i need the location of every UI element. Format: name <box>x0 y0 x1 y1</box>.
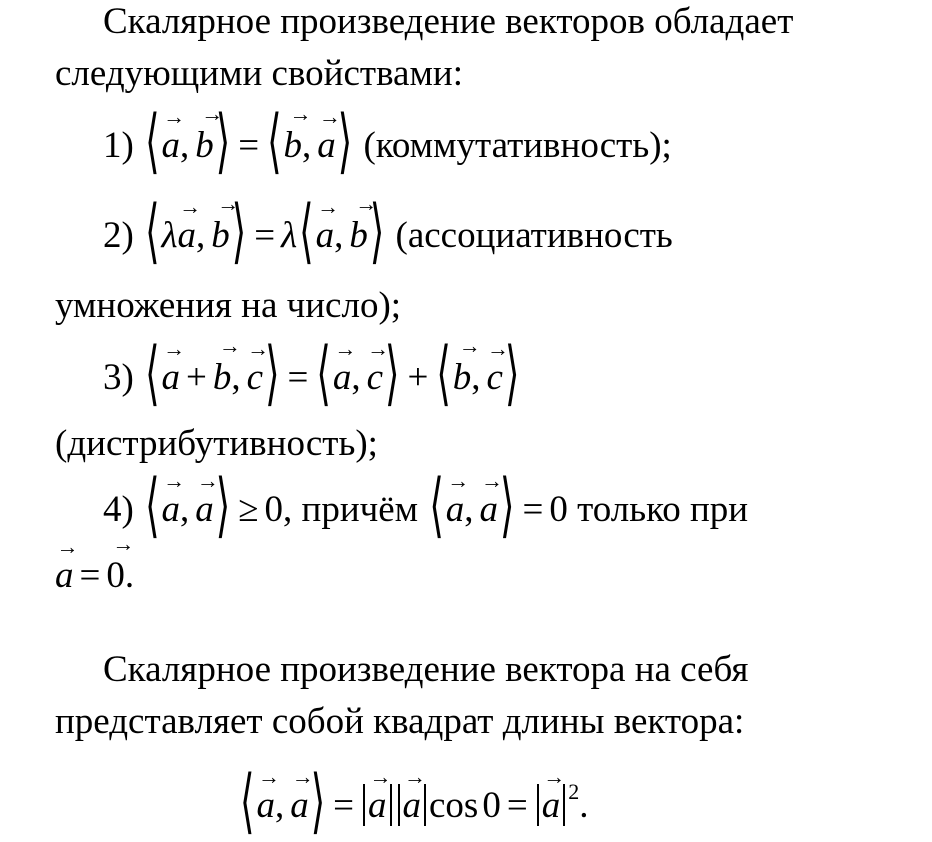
vector-b: → b <box>452 333 481 398</box>
vector-b: → b <box>212 333 241 398</box>
angle-bracket: ⟩ <box>504 336 520 415</box>
angle-bracket: ⟩ <box>385 336 400 415</box>
vector-arrow-icon: → <box>458 333 481 358</box>
angle-bracket: ⟩ <box>337 104 353 183</box>
property-number: 4) <box>103 489 134 530</box>
angle-bracket: ⟩ <box>231 194 247 273</box>
vector-a: → a <box>290 764 314 826</box>
vector-a: → a <box>315 194 340 256</box>
operator: = <box>506 785 528 826</box>
intro-line-1: Скалярное произведение векторов обладает <box>103 1 794 42</box>
vector-a: → a <box>402 764 427 826</box>
vector-arrow-icon: → <box>247 336 270 361</box>
outro-line-1: Скалярное произведение вектора на себя <box>103 649 749 690</box>
abs-bar <box>424 784 426 826</box>
property-4-description: только при <box>577 489 749 530</box>
vector-b: → b <box>283 101 312 166</box>
square-exponent: 2 <box>568 779 580 804</box>
abs-bar <box>537 784 539 826</box>
angle-bracket: ⟨ <box>436 336 451 415</box>
vector-a: → a <box>161 468 186 530</box>
angle-bracket: ⟩ <box>310 764 326 842</box>
outro-line-2: представляет собой квадрат длины вектора: <box>55 701 745 742</box>
operator: = <box>522 489 544 530</box>
angle-bracket: ⟩ <box>215 104 231 183</box>
property-number: 2) <box>103 215 134 256</box>
angle-bracket: ⟨ <box>145 336 160 415</box>
comma-separator: , <box>180 489 190 530</box>
vector-arrow-icon: → <box>334 336 357 361</box>
property-3-continuation: (дистрибутивность); <box>55 423 378 464</box>
vector-arrow-icon: → <box>163 336 186 361</box>
angle-bracket: ⟨ <box>240 764 255 842</box>
commutativity-formula <box>143 101 354 183</box>
zero-vector-formula: → a = → 0. <box>55 531 135 596</box>
vector-arrow-icon: → <box>112 531 135 556</box>
property-4 <box>103 468 749 547</box>
vector-a: → a <box>195 468 219 530</box>
operator: = <box>254 215 276 256</box>
final-formula: ⟨ → a, → a⟩ = → a → a cos 0 = → a $^2$. <box>240 764 589 842</box>
vector-arrow-icon: → <box>404 764 427 789</box>
angle-bracket: ⟨ <box>429 468 444 547</box>
angle-bracket: ⟩ <box>369 194 385 273</box>
vector-a: → a <box>368 764 392 826</box>
comma-separator: , <box>180 125 190 166</box>
positivity-formula: ⟨ → a, → a⟩ ≥ 0 <box>145 468 284 547</box>
vector-a: → a <box>177 194 202 256</box>
operator: = <box>79 555 101 596</box>
distributivity-formula <box>143 333 521 415</box>
comma-separator: , <box>196 215 206 256</box>
zero-condition-formula: ⟨ → a, → a⟩ = 0 <box>429 468 568 547</box>
vector-a: → a <box>317 104 341 166</box>
vector-b: → b <box>211 191 240 256</box>
comma-separator: , <box>464 489 474 530</box>
property-1-description: (коммутативность); <box>363 125 672 166</box>
abs-bar <box>563 784 565 826</box>
vector-arrow-icon: → <box>487 336 510 361</box>
angle-bracket: ⟨ <box>145 468 160 547</box>
operator: = <box>333 785 354 826</box>
vector-a: → a <box>161 104 186 166</box>
vector-c: → c <box>486 336 510 398</box>
vector-arrow-icon: → <box>257 764 280 789</box>
vector-arrow-icon: → <box>355 191 378 216</box>
comma-separator: , <box>351 357 361 398</box>
abs-bar <box>398 784 400 826</box>
vector-arrow-icon: → <box>163 468 186 493</box>
operator: + <box>186 357 207 398</box>
property-4-middle-text: , причём <box>283 489 419 530</box>
vector-a: → a <box>256 764 280 826</box>
vector-arrow-icon: → <box>218 333 241 358</box>
property-2 <box>103 191 673 273</box>
vector-arrow-icon: → <box>318 104 341 129</box>
vector-arrow-icon: → <box>201 101 224 126</box>
property-4-continuation <box>55 531 135 596</box>
vector-arrow-icon: → <box>317 194 340 219</box>
operator: = <box>287 357 309 398</box>
zero-vector: → 0 <box>106 531 135 596</box>
associativity-formula: ⟨λ → a, → b⟩ = λ⟨ → a, → b⟩ <box>145 191 385 273</box>
vector-a: → a <box>541 764 566 826</box>
vector-c: → c <box>246 336 270 398</box>
property-1 <box>103 101 672 183</box>
vector-c: → c <box>366 336 390 398</box>
vector-arrow-icon: → <box>196 468 219 493</box>
vector-arrow-icon: → <box>56 534 79 559</box>
angle-bracket: ⟩ <box>500 468 515 547</box>
comma-separator: , <box>334 215 344 256</box>
angle-bracket: ⟩ <box>215 468 231 547</box>
vector-arrow-icon: → <box>543 764 566 789</box>
abs-bar <box>390 784 392 826</box>
comma-separator: , <box>274 785 285 826</box>
operator: + <box>407 357 429 398</box>
operator: = <box>238 125 260 166</box>
property-2-description: (ассоциативность <box>395 215 673 256</box>
angle-bracket: ⟨ <box>145 104 160 183</box>
vector-arrow-icon: → <box>291 764 314 789</box>
comma-separator: , <box>302 125 312 166</box>
cos-function: cos <box>429 785 479 826</box>
vector-a: → a <box>161 336 186 398</box>
vector-a: → a <box>445 468 470 530</box>
vector-arrow-icon: → <box>481 468 504 493</box>
comma-separator: , <box>471 357 481 398</box>
property-number: 1) <box>103 125 134 166</box>
operator: ≥ <box>238 489 259 530</box>
abs-bar <box>363 784 365 826</box>
vector-a: → a <box>332 336 357 398</box>
vector-arrow-icon: → <box>289 101 312 126</box>
vector-arrow-icon: → <box>163 104 186 129</box>
angle-bracket: ⟨ <box>145 194 160 273</box>
vector-arrow-icon: → <box>217 191 240 216</box>
angle-bracket: ⟩ <box>265 336 280 415</box>
vector-a: → a <box>479 468 504 530</box>
vector-arrow-icon: → <box>447 468 470 493</box>
vector-arrow-icon: → <box>369 764 392 789</box>
angle-bracket: ⟨ <box>316 336 331 415</box>
vector-b: → b <box>195 101 224 166</box>
vector-b: → b <box>349 191 378 256</box>
angle-bracket: ⟨ <box>267 104 282 183</box>
property-2-continuation: умножения на число); <box>55 285 402 326</box>
vector-a: → a <box>55 534 79 596</box>
intro-line-2: следующими свойствами: <box>55 53 463 94</box>
vector-arrow-icon: → <box>179 194 202 219</box>
property-3 <box>103 333 521 415</box>
vector-arrow-icon: → <box>367 336 390 361</box>
angle-bracket: ⟨ <box>299 194 314 273</box>
property-number: 3) <box>103 357 134 398</box>
comma-separator: , <box>231 357 241 398</box>
